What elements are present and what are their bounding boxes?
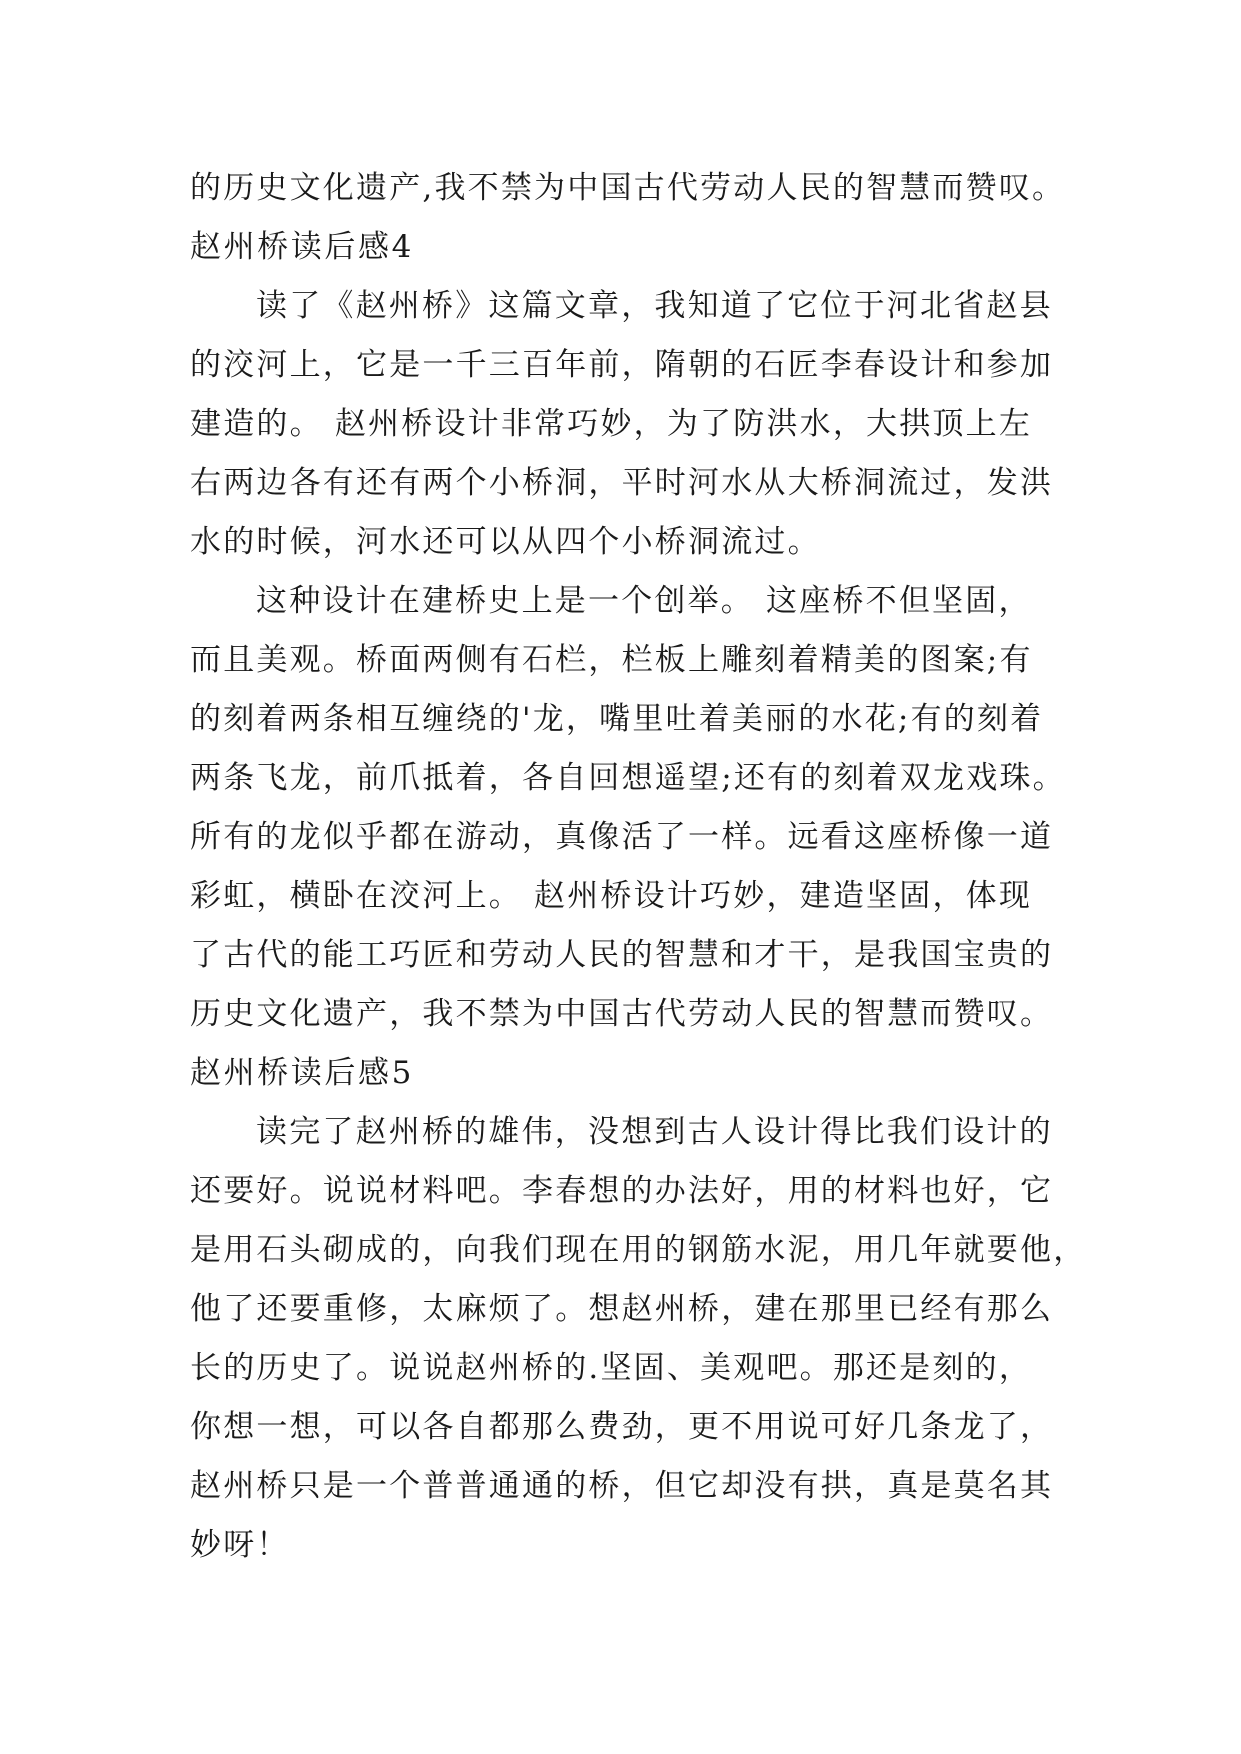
paragraph-line: 这种设计在建桥史上是一个创举。 这座桥不但坚固， (256, 583, 1032, 619)
paragraph-line: 的洨河上，它是一千三百年前，隋朝的石匠李春设计和参加 (190, 347, 1054, 383)
paragraph-line: 读完了赵州桥的雄伟，没想到古人设计得比我们设计的 (256, 1114, 1053, 1150)
paragraph-line: 水的时候，河水还可以从四个小桥洞流过。 (190, 524, 821, 560)
paragraph-line: 的刻着两条相互缠绕的'龙，嘴里吐着美丽的水花;有的刻着 (190, 701, 1044, 737)
paragraph-line: 彩虹，横卧在洨河上。 赵州桥设计巧妙，建造坚固，体现 (190, 878, 1033, 914)
paragraph-line: 两条飞龙，前爪抵着，各自回想遥望;还有的刻着双龙戏珠。 (190, 760, 1066, 796)
paragraph-line: 你想一想，可以各自都那么费劲，更不用说可好几条龙了， (190, 1409, 1054, 1445)
paragraph-line: 长的历史了。说说赵州桥的.坚固、美观吧。那还是刻的， (190, 1350, 1033, 1386)
paragraph-line: 而且美观。桥面两侧有石栏，栏板上雕刻着精美的图案;有 (190, 642, 1033, 678)
section-heading-4: 赵州桥读后感4 (190, 229, 414, 265)
paragraph-line: 读了《赵州桥》这篇文章，我知道了它位于河北省赵县 (256, 288, 1053, 324)
paragraph-line: 赵州桥只是一个普普通通的桥，但它却没有拱，真是莫名其 (190, 1468, 1054, 1504)
paragraph-line: 右两边各有还有两个小桥洞，平时河水从大桥洞流过，发洪 (190, 465, 1054, 501)
paragraph-line: 还要好。说说材料吧。李春想的办法好，用的材料也好，它 (190, 1173, 1054, 1209)
paragraph-line: 所有的龙似乎都在游动，真像活了一样。远看这座桥像一道 (190, 819, 1054, 855)
paragraph-line: 妙呀！ (190, 1527, 290, 1563)
paragraph-line: 他了还要重修，太麻烦了。想赵州桥，建在那里已经有那么 (190, 1291, 1054, 1327)
paragraph-line: 历史文化遗产，我不禁为中国古代劳动人民的智慧而赞叹。 (190, 996, 1054, 1032)
section-heading-5: 赵州桥读后感5 (190, 1055, 414, 1091)
continuation-line: 的历史文化遗产,我不禁为中国古代劳动人民的智慧而赞叹。 (190, 170, 1066, 206)
paragraph-line: 建造的。 赵州桥设计非常巧妙，为了防洪水，大拱顶上左 (190, 406, 1033, 442)
paragraph-line: 是用石头砌成的，向我们现在用的钢筋水泥，用几年就要他， (190, 1232, 1087, 1268)
paragraph-line: 了古代的能工巧匠和劳动人民的智慧和才干，是我国宝贵的 (190, 937, 1054, 973)
